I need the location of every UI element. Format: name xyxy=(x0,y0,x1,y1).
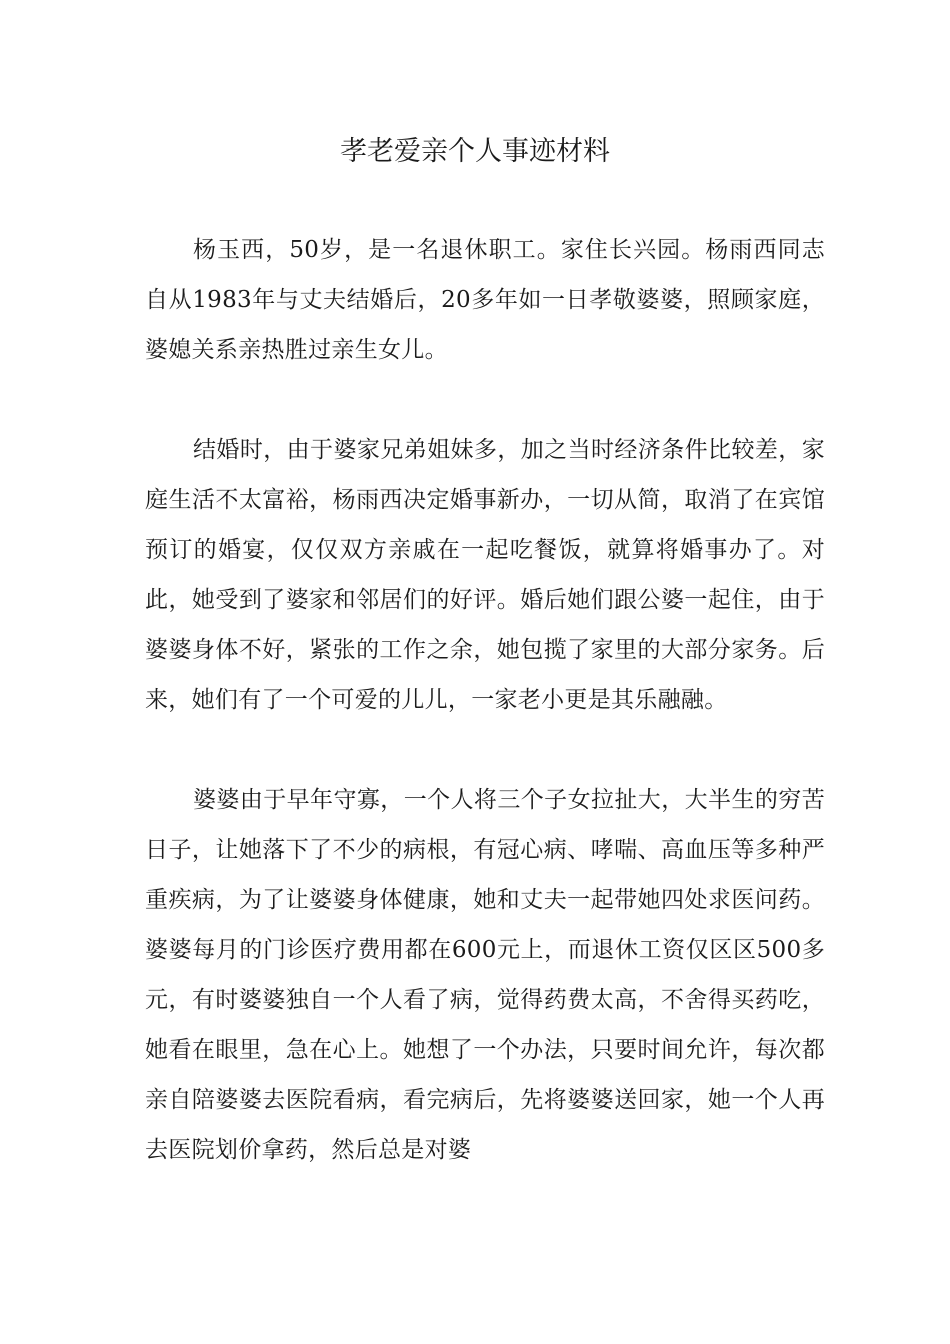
document-body xyxy=(145,225,825,1225)
document-title: 孝老爱亲个人事迹材料 xyxy=(340,136,610,167)
paragraph-1: 杨玉西，50岁，是一名退休职工。家住长兴园。杨雨西同志自从1983年与丈夫结婚后，20多年如一日孝敬婆婆，照顾家庭，婆媳关系亲热胜过亲生女儿。 xyxy=(145,237,825,363)
paragraph-2: 结婚时，由于婆家兄弟姐妹多，加之当时经济条件比较差，家庭生活不太富裕，杨雨西决定婚事新办，一切从简，取消了在宾馆预订的婚宴，仅仅双方亲戚在一起吃餐饭，就算将婚事办了。对此，她受到了婆家和邻居们的好评。婚后她们跟公婆一起住，由于婆婆身体不好，紧张的工作之余，她包揽了家里的大部分家务。后来，她们有了一个可爱的儿儿，一家老小更是其乐融融。 xyxy=(145,437,825,713)
paragraph-3: 婆婆由于早年守寡，一个人将三个子女拉扯大，大半生的穷苦日子，让她落下了不少的病根，有冠心病、哮喘、高血压等多种严重疾病，为了让婆婆身体健康，她和丈夫一起带她四处求医问药。婆婆每月的门诊医疗费用都在600元上，而退休工资仅区区500多元，有时婆婆独自一个人看了病，觉得药费太高，不舍得买药吃，她看在眼里，急在心上。她想了一个办法，只要时间允许，每次都亲自陪婆婆去医院看病，看完病后，先将婆婆送回家，她一个人再去医院划价拿药，然后总是对婆 xyxy=(145,787,825,1163)
